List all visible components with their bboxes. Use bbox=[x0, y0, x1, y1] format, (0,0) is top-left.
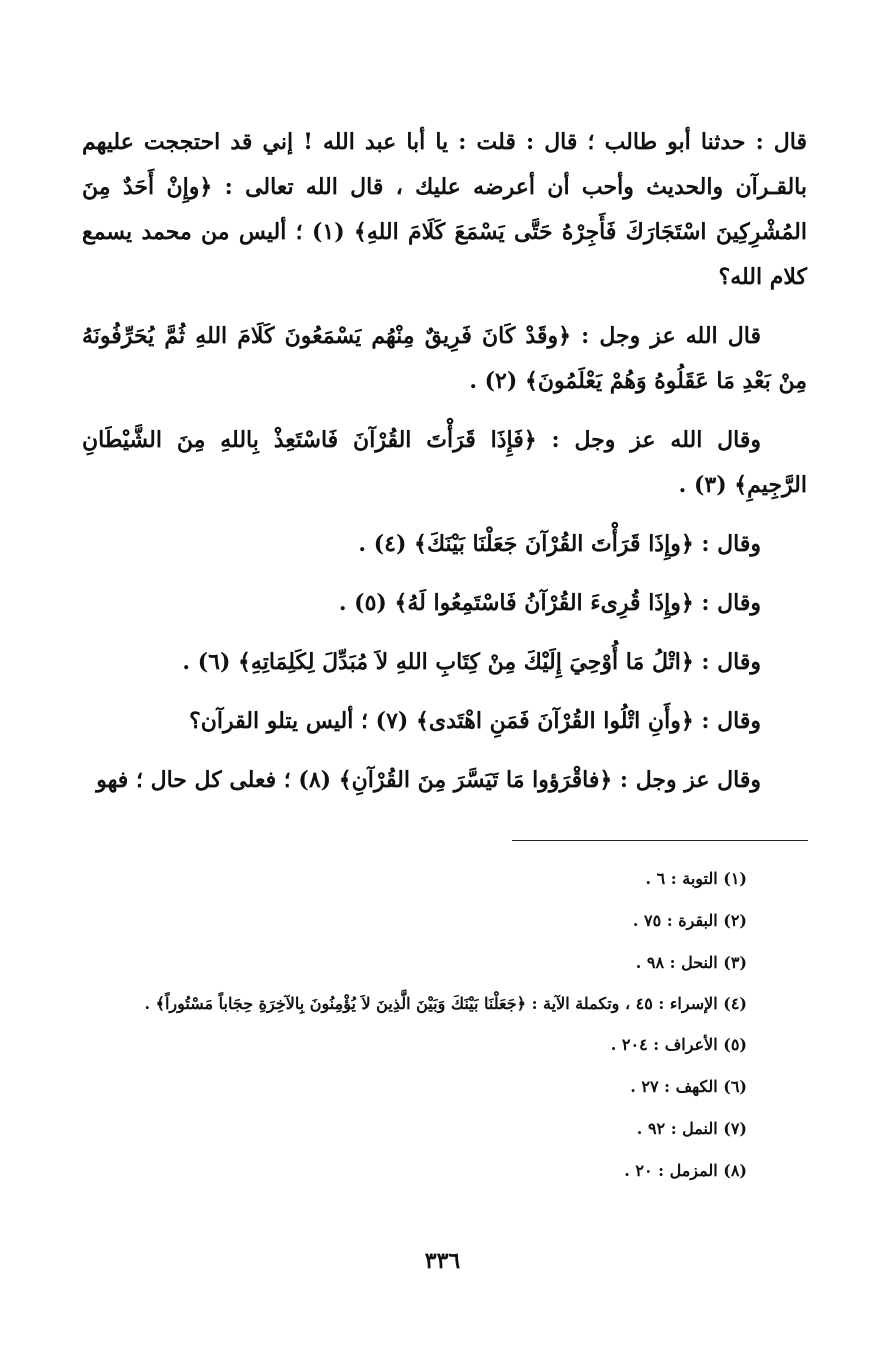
footnote-2: (٢) البقرة : ٧٥ . bbox=[632, 911, 747, 930]
footnote-5: (٥) الأعراف : ٢٠٤ . bbox=[610, 1035, 747, 1054]
footnote-1: (١) التوبة : ٦ . bbox=[645, 869, 747, 888]
main-text bbox=[82, 120, 807, 817]
paragraph-7: وقال : ﴿وأَنِ اتْلُوا القُرْآنَ فَمَنِ اهْتَدى﴾ (٧) ؛ أليس يتلو القرآن؟ bbox=[189, 708, 761, 734]
paragraph-4: وقال : ﴿وإِذَا قَرَأْتَ القُرْآنَ جَعَلْنَا بَيْنَكَ﴾ (٤) . bbox=[358, 531, 761, 557]
footnote-3: (٣) النحل : ٩٨ . bbox=[635, 953, 747, 972]
paragraph-2: قال الله عز وجل : ﴿وقَدْ كَانَ فَرِيقٌ مِنْهُم يَسْمَعُونَ كَلَامَ اللهِ ثُمَّ يُحَرِّفُونَهُ مِنْ بَعْدِ مَا عَقَلُوهُ وَهُمْ يَعْلَمُونَ﴾ (٢) . bbox=[82, 323, 807, 394]
footnotes bbox=[82, 858, 747, 1192]
footnote-7: (٧) النمل : ٩٢ . bbox=[636, 1119, 747, 1138]
page-number: ٣٣٦ bbox=[424, 1248, 461, 1274]
footnote-divider bbox=[512, 840, 808, 841]
footnote-4: (٤) الإسراء : ٤٥ ، وتكملة الآية : ﴿جَعَلْنَا بَيْنَكَ وَبَيْنَ الَّذِينَ لاَ يُؤْمِنُونَ بِالآخِرَةِ حِجَاباً مَسْتُوراً﴾ . bbox=[144, 994, 747, 1013]
paragraph-8: وقال عز وجل : ﴿فاقْرَؤوا مَا تَيَسَّرَ مِنَ القُرْآنِ﴾ (٨) ؛ فعلى كل حال ؛ فهو bbox=[96, 767, 761, 793]
paragraph-6: وقال : ﴿اتْلُ مَا أُوْحِيَ إِلَيْكَ مِنْ كِتَابِ اللهِ لاَ مُبَدِّلَ لِكَلِمَاتِهِ﴾ (٦) . bbox=[182, 649, 761, 675]
paragraph-3: وقال الله عز وجل : ﴿فَإِذَا قَرَأْتَ القُرْآنَ فَاسْتَعِذْ بِاللهِ مِنَ الشَّيْطَانِ الرَّجِيمِ﴾ (٣) . bbox=[82, 427, 807, 498]
paragraph-5: وقال : ﴿وإِذَا قُرِىءَ القُرْآنُ فَاسْتَمِعُوا لَهُ﴾ (٥) . bbox=[338, 590, 761, 616]
footnote-6: (٦) الكهف : ٢٧ . bbox=[630, 1077, 747, 1096]
paragraph-1: قال : حدثنا أبو طالب ؛ قال : قلت : يا أبا عبد الله ! إني قد احتججت عليهم بالقـرآن والحديث وأحب أن أعرضه عليك ، قال الله تعالى : ﴿وإِنْ أَحَدٌ مِنَ المُشْرِكِينَ اسْتَجَارَكَ فَأَجِرْهُ حَتَّى يَسْمَعَ كَلَامَ اللهِ﴾ (١) ؛ أليس من محمد يسمع كلام الله؟ bbox=[82, 129, 807, 290]
footnote-8: (٨) المزمل : ٢٠ . bbox=[624, 1161, 747, 1180]
